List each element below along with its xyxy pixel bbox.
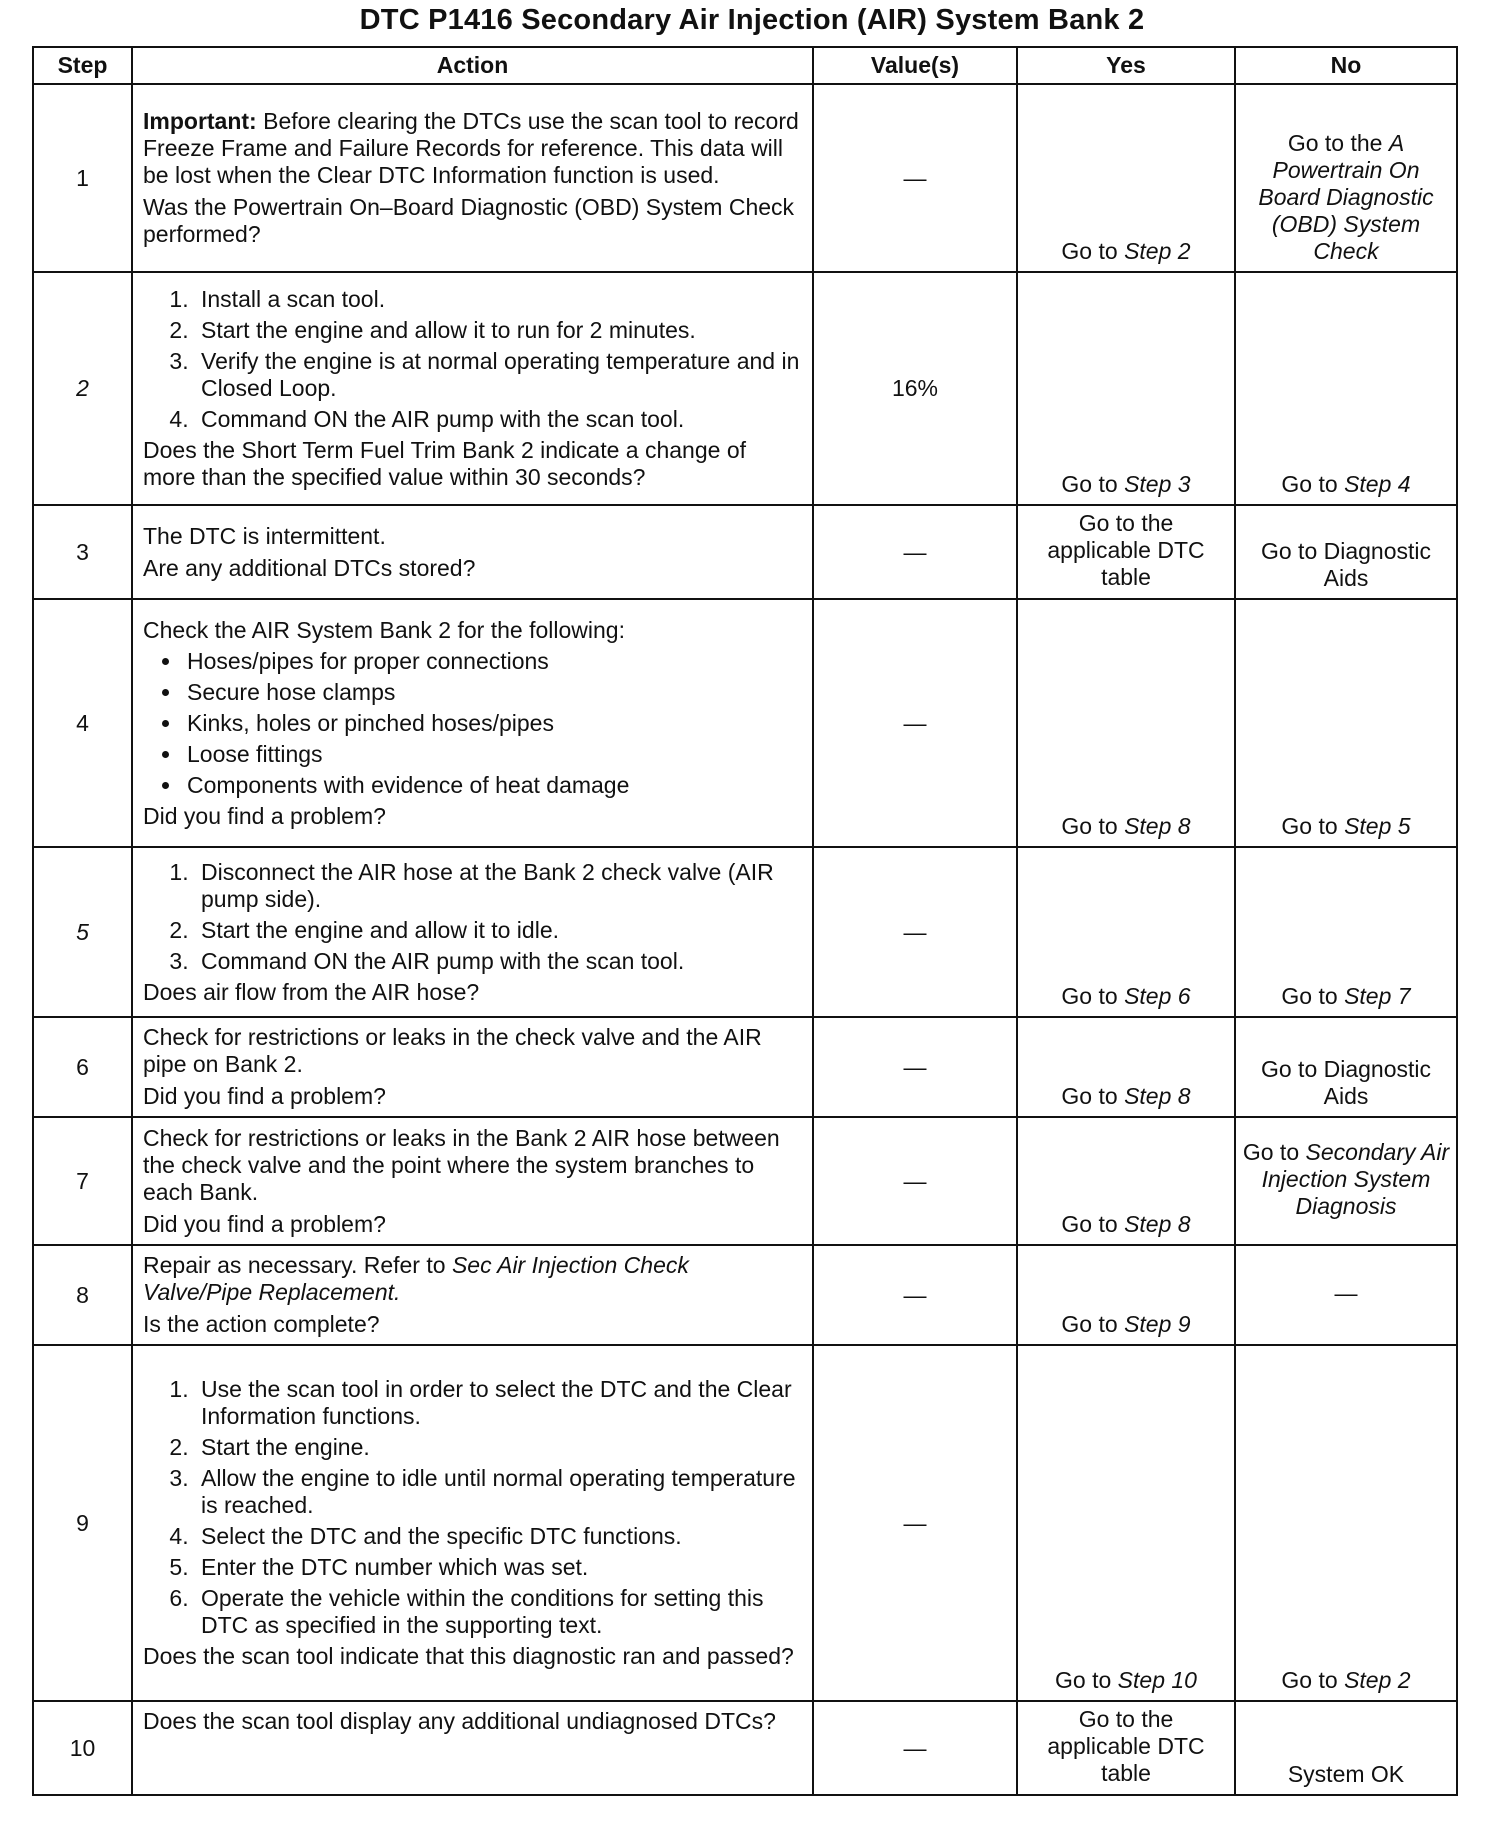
action-cell <box>132 599 813 847</box>
action-cell <box>132 1017 813 1117</box>
value-cell: — <box>813 84 1017 272</box>
goto-label: Go to <box>1281 471 1345 497</box>
no-cell: — <box>1235 1245 1457 1345</box>
no-cell <box>1235 84 1457 272</box>
no-cell <box>1235 599 1457 847</box>
procedure-list <box>143 859 802 975</box>
yes-cell <box>1017 272 1235 505</box>
action-question: Did you find a problem? <box>143 1083 386 1109</box>
action-question: Does the scan tool indicate that this diagnostic ran and passed? <box>143 1643 794 1669</box>
list-item: 4. Command ON the AIR pump with the scan tool. <box>195 406 802 433</box>
goto-label: Go to <box>1061 1083 1125 1109</box>
action-question: Does the scan tool display any additional undiagnosed DTCs? <box>143 1708 776 1734</box>
yes-cell[interactable]: Go to the applicable DTC table <box>1017 1701 1235 1795</box>
value-cell: — <box>813 1701 1017 1795</box>
no-cell: System OK <box>1235 1701 1457 1795</box>
list-item: 2. Start the engine. <box>195 1434 802 1461</box>
step-number: 3 <box>33 505 132 599</box>
table-row <box>33 84 1457 272</box>
action-question: Was the Powertrain On–Board Diagnostic (OBD) System Check performed? <box>143 194 795 247</box>
goto-label: Go to <box>1061 238 1125 264</box>
yes-cell[interactable]: Go to the applicable DTC table <box>1017 505 1235 599</box>
list-item: 1. Disconnect the AIR hose at the Bank 2 check valve (AIR pump side). <box>195 859 802 913</box>
step-number: 1 <box>33 84 132 272</box>
action-cell <box>132 847 813 1017</box>
procedure-reference-link[interactable]: Sec Air Injection Check Valve/Pipe Replacement. <box>143 1252 689 1305</box>
value-cell: — <box>813 1117 1017 1245</box>
step-number: 4 <box>33 599 132 847</box>
action-question: Does air flow from the AIR hose? <box>143 978 480 1005</box>
goto-label: Go to <box>1061 471 1125 497</box>
goto-label: Go to the <box>1287 130 1389 156</box>
action-question: Is the action complete? <box>143 1311 380 1337</box>
goto-link[interactable]: Step 2 <box>1124 238 1191 264</box>
list-item: • Hoses/pipes for proper connections <box>183 648 802 675</box>
header-step: Step <box>33 47 132 84</box>
action-question: Did you find a problem? <box>143 1210 386 1237</box>
goto-label: Go to <box>1281 1667 1345 1693</box>
list-item: 6. Operate the vehicle within the conditions for setting this DTC as specified in the supporting text. <box>195 1585 802 1639</box>
list-item: 3. Command ON the AIR pump with the scan tool. <box>195 948 802 975</box>
action-cell <box>132 505 813 599</box>
action-cell <box>132 1117 813 1245</box>
header-values: Value(s) <box>813 47 1017 84</box>
value-cell: — <box>813 599 1017 847</box>
diagnostic-table <box>32 46 1458 1796</box>
value-cell: — <box>813 1017 1017 1117</box>
action-question: Did you find a problem? <box>143 802 386 829</box>
list-item: • Kinks, holes or pinched hoses/pipes <box>183 710 802 737</box>
yes-cell <box>1017 1345 1235 1701</box>
goto-label: Go to <box>1061 813 1125 839</box>
action-cell <box>132 1345 813 1701</box>
no-cell <box>1235 1345 1457 1701</box>
yes-cell <box>1017 84 1235 272</box>
action-text: Check for restrictions or leaks in the Bank 2 AIR hose between the check valve and the point where the system branches to each Bank. <box>143 1124 780 1205</box>
yes-cell <box>1017 847 1235 1017</box>
header-yes: Yes <box>1017 47 1235 84</box>
goto-label: Go to <box>1061 983 1125 1009</box>
action-question: Are any additional DTCs stored? <box>143 554 476 581</box>
important-text: Before clearing the DTCs use the scan tool to record Freeze Frame and Failure Records for reference. This data will be lost when the Clear DTC Information function is used. <box>143 108 799 188</box>
table-row <box>33 847 1457 1017</box>
table-header-row <box>33 47 1457 84</box>
action-cell <box>132 84 813 272</box>
step-number: 7 <box>33 1117 132 1245</box>
list-item: • Secure hose clamps <box>183 679 802 706</box>
table-row <box>33 1117 1457 1245</box>
value-cell: — <box>813 505 1017 599</box>
goto-link[interactable]: Step 10 <box>1117 1667 1197 1693</box>
no-cell[interactable]: Go to Diagnostic Aids <box>1235 1017 1457 1117</box>
table-row <box>33 1701 1457 1795</box>
yes-cell <box>1017 1245 1235 1345</box>
goto-link[interactable]: A Powertrain On Board Diagnostic (OBD) System Check <box>1258 130 1434 264</box>
action-text: The DTC is intermittent. <box>143 522 386 549</box>
check-list <box>143 648 802 799</box>
value-cell: — <box>813 1345 1017 1701</box>
no-cell <box>1235 847 1457 1017</box>
goto-link[interactable]: Step 7 <box>1344 983 1411 1009</box>
header-no: No <box>1235 47 1457 84</box>
action-text-prefix: Repair as necessary. Refer to <box>143 1252 452 1278</box>
goto-label: Go to <box>1281 983 1345 1009</box>
table-row <box>33 1017 1457 1117</box>
yes-cell <box>1017 599 1235 847</box>
list-item: 5. Enter the DTC number which was set. <box>195 1554 802 1581</box>
no-cell <box>1235 272 1457 505</box>
goto-link[interactable]: Step 6 <box>1124 983 1191 1009</box>
list-item: • Components with evidence of heat damage <box>183 772 802 799</box>
goto-link[interactable]: Step 2 <box>1344 1667 1411 1693</box>
important-note <box>143 108 802 189</box>
table-row <box>33 599 1457 847</box>
goto-link[interactable]: Step 3 <box>1124 471 1191 497</box>
goto-label: Go to <box>1055 1667 1118 1693</box>
header-action: Action <box>132 47 813 84</box>
no-cell[interactable]: Go to Diagnostic Aids <box>1235 505 1457 599</box>
value-cell: 16% <box>813 272 1017 505</box>
list-item: 3. Allow the engine to idle until normal operating temperature is reached. <box>195 1465 802 1519</box>
procedure-list <box>143 286 802 433</box>
list-item: 1. Use the scan tool in order to select the DTC and the Clear Information functions. <box>195 1376 802 1430</box>
action-question: Does the Short Term Fuel Trim Bank 2 indicate a change of more than the specified value within 30 seconds? <box>143 437 746 490</box>
goto-link[interactable]: Secondary Air Injection System Diagnosis <box>1261 1138 1450 1219</box>
goto-link[interactable]: Step 4 <box>1344 471 1411 497</box>
yes-cell <box>1017 1117 1235 1245</box>
list-item: 4. Select the DTC and the specific DTC functions. <box>195 1523 802 1550</box>
list-item: 2. Start the engine and allow it to idle. <box>195 917 802 944</box>
table-row <box>33 505 1457 599</box>
goto-label: Go to <box>1061 1311 1125 1337</box>
step-number: 8 <box>33 1245 132 1345</box>
step-number: 5 <box>33 847 132 1017</box>
value-cell: — <box>813 1245 1017 1345</box>
table-row <box>33 1345 1457 1701</box>
step-number: 9 <box>33 1345 132 1701</box>
action-text <box>143 1252 802 1306</box>
step-number: 6 <box>33 1017 132 1117</box>
list-item: 3. Verify the engine is at normal operating temperature and in Closed Loop. <box>195 348 802 402</box>
important-label: Important: <box>143 108 257 134</box>
goto-link[interactable]: Step 5 <box>1344 813 1411 839</box>
step-number: 2 <box>33 272 132 505</box>
list-item: 1. Install a scan tool. <box>195 286 802 313</box>
action-cell <box>132 1701 813 1795</box>
goto-link[interactable]: Step 8 <box>1124 813 1191 839</box>
list-item: 2. Start the engine and allow it to run for 2 minutes. <box>195 317 802 344</box>
procedure-list <box>143 1376 802 1639</box>
goto-label: Go to <box>1061 1211 1125 1237</box>
step-number: 10 <box>33 1701 132 1795</box>
yes-cell <box>1017 1017 1235 1117</box>
action-cell <box>132 272 813 505</box>
table-row <box>33 272 1457 505</box>
goto-link[interactable]: Step 8 <box>1124 1083 1191 1109</box>
action-cell <box>132 1245 813 1345</box>
action-text: Check for restrictions or leaks in the check valve and the AIR pipe on Bank 2. <box>143 1024 762 1077</box>
goto-link[interactable]: Step 9 <box>1124 1311 1191 1337</box>
no-cell <box>1235 1117 1457 1245</box>
page-title: DTC P1416 Secondary Air Injection (AIR) System Bank 2 <box>359 4 1145 36</box>
table-row <box>33 1245 1457 1345</box>
action-text: Check the AIR System Bank 2 for the following: <box>143 616 625 643</box>
goto-label: Go to <box>1242 1138 1306 1165</box>
value-cell: — <box>813 847 1017 1017</box>
list-item: • Loose fittings <box>183 741 802 768</box>
goto-link[interactable]: Step 8 <box>1124 1211 1191 1237</box>
goto-label: Go to <box>1281 813 1345 839</box>
